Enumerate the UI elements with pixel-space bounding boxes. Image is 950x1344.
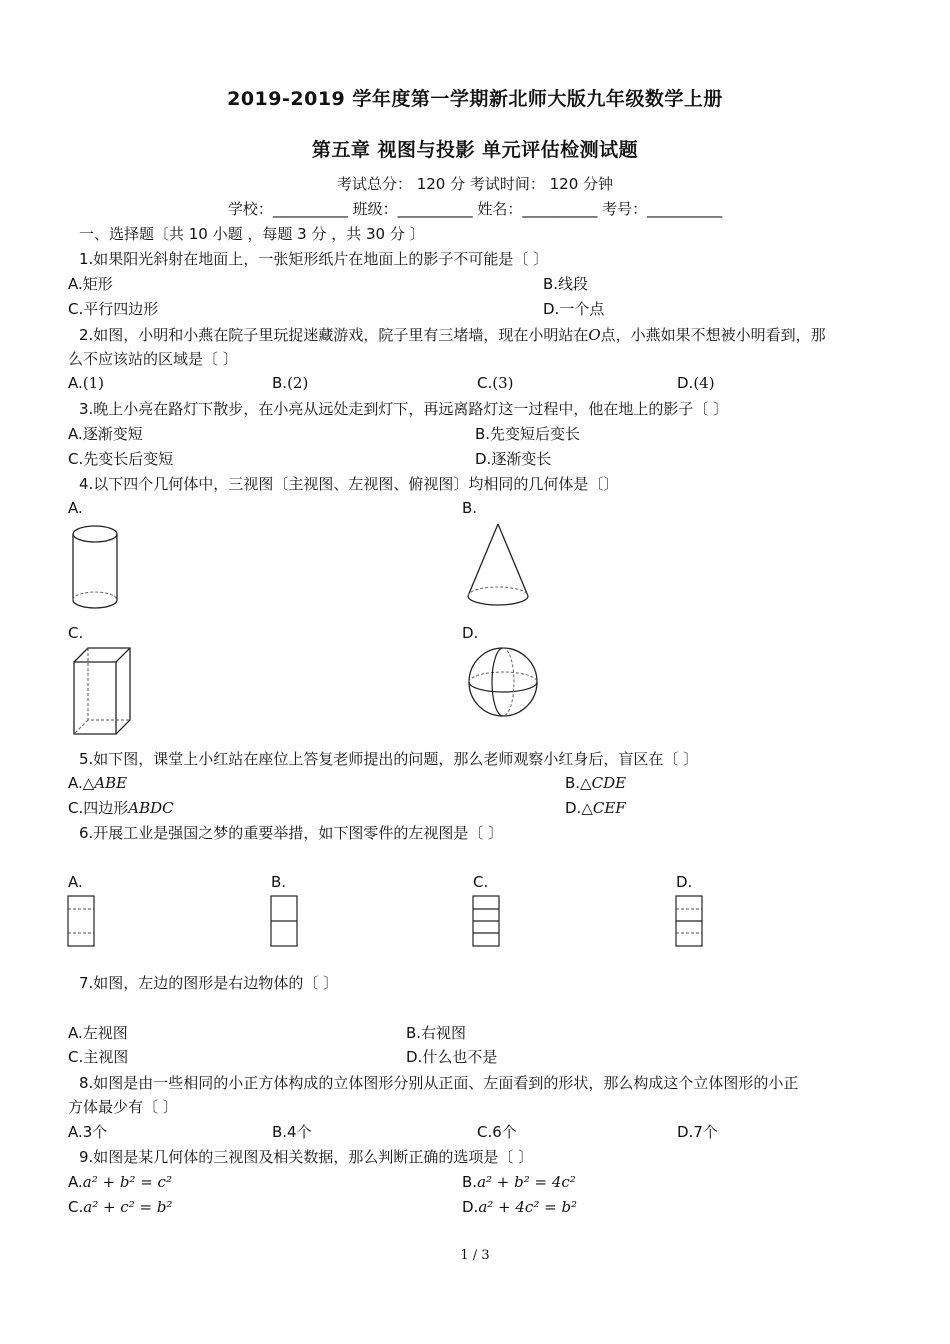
q7-option-a: A.左视图 (68, 1024, 128, 1042)
q6-option-c: C. (473, 873, 489, 891)
q6-option-b: B. (271, 873, 287, 891)
title-line-1: 2019-2019 学年度第一学期新北师大版九年级数学上册 (227, 88, 723, 110)
q9-option-d: D.a² + 4c² = b² (462, 1198, 578, 1216)
q3-stem: 3.晚上小亮在路灯下散步，在小亮从远处走到灯下，再远离路灯这一过程中，他在地上的影子〔 〕 (79, 400, 729, 418)
q1-option-c: C.平行四边形 (68, 300, 159, 318)
q8-stem-line-2: 方体最少有〔 〕 (68, 1098, 178, 1116)
q1-stem: 1.如果阳光斜射在地面上，一张矩形纸片在地面上的影子不可能是〔 〕 (79, 250, 549, 268)
q5-stem: 5.如下图，课堂上小红站在座位上答复老师提出的问题，那么老师观察小红身后，盲区在〔 〕 (79, 750, 699, 768)
q8-stem-line-1: 8.如图是由一些相同的小正方体构成的立体图形分别从正面、左面看到的形状，那么构成这个立体图形的小正 (79, 1074, 799, 1092)
sphere-figure (466, 645, 540, 719)
q7-option-d: D.什么也不是 (406, 1048, 498, 1066)
cuboid-figure (70, 644, 136, 738)
q8-option-d: D.7个 (677, 1123, 718, 1141)
exam-info: 考试总分： 120 分 考试时间： 120 分钟 (336, 175, 614, 193)
q5-option-d: D.△CEF (565, 799, 626, 817)
cone-figure (462, 520, 534, 610)
q2-option-a: A.(1) (68, 374, 105, 392)
q3-option-a: A.逐渐变短 (68, 425, 143, 443)
q4-stem: 4.以下四个几何体中，三视图〔主视图、左视图、俯视图〕均相同的几何体是〔〕 (79, 475, 619, 493)
q6-view-c (472, 895, 500, 947)
q6-stem: 6.开展工业是强国之梦的重要举措，如下图零件的左视图是〔 〕 (79, 824, 504, 842)
q7-option-b: B.右视图 (406, 1024, 467, 1042)
q9-stem: 9.如图是某几何体的三视图及相关数据，那么判断正确的选项是〔 〕 (79, 1148, 534, 1166)
q8-option-a: A.3个 (68, 1123, 108, 1141)
q4-option-a: A. (68, 499, 83, 517)
q2-option-d: D.(4) (677, 374, 715, 392)
q6-option-d: D. (676, 873, 693, 891)
q3-option-c: C.先变长后变短 (68, 450, 174, 468)
q2-stem-line-2: 么不应该站的区域是〔 〕 (68, 350, 238, 368)
page-number: 1 / 3 (460, 1248, 490, 1263)
q9-option-a: A.a² + b² = c² (68, 1173, 172, 1191)
q6-view-b (270, 895, 298, 947)
q8-option-c: C.6个 (477, 1123, 517, 1141)
q1-option-b: B.线段 (543, 275, 589, 293)
q8-option-b: B.4个 (272, 1123, 312, 1141)
q1-option-a: A.矩形 (68, 275, 113, 293)
q4-option-b: B. (462, 499, 478, 517)
q4-option-d: D. (462, 624, 479, 642)
q7-option-c: C.主视图 (68, 1048, 129, 1066)
q7-stem: 7.如图，左边的图形是右边物体的〔 〕 (79, 974, 339, 992)
q3-option-d: D.逐渐变长 (475, 450, 552, 468)
cylinder-figure (70, 522, 124, 612)
q5-option-a: A.△ABE (68, 774, 128, 792)
q2-option-b: B.(2) (272, 374, 309, 392)
title-line-2: 第五章 视图与投影 单元评估检测试题 (311, 139, 639, 161)
q6-option-a: A. (68, 873, 83, 891)
student-fields: 学校：__________ 班级：__________ 姓名：__________ 考号：__________ (227, 200, 723, 218)
q2-stem-line-1: 2.如图，小明和小燕在院子里玩捉迷藏游戏，院子里有三堵墙，现在小明站在O点，小燕如果不想被小明看到，那 (79, 326, 826, 344)
section-heading: 一、选择题〔共 10 小题 ，每题 3 分 ，共 30 分 〕 (79, 225, 425, 243)
q2-option-c: C.(3) (477, 374, 514, 392)
q9-option-b: B.a² + b² = 4c² (462, 1173, 576, 1191)
q9-option-c: C.a² + c² = b² (68, 1198, 173, 1216)
q6-view-d (675, 895, 703, 947)
q3-option-b: B.先变短后变长 (475, 425, 581, 443)
q1-option-d: D.一个点 (543, 300, 605, 318)
q5-option-c: C.四边形ABDC (68, 799, 174, 817)
q5-option-b: B.△CDE (565, 774, 627, 792)
q4-option-c: C. (68, 624, 84, 642)
q6-view-a (67, 895, 95, 947)
